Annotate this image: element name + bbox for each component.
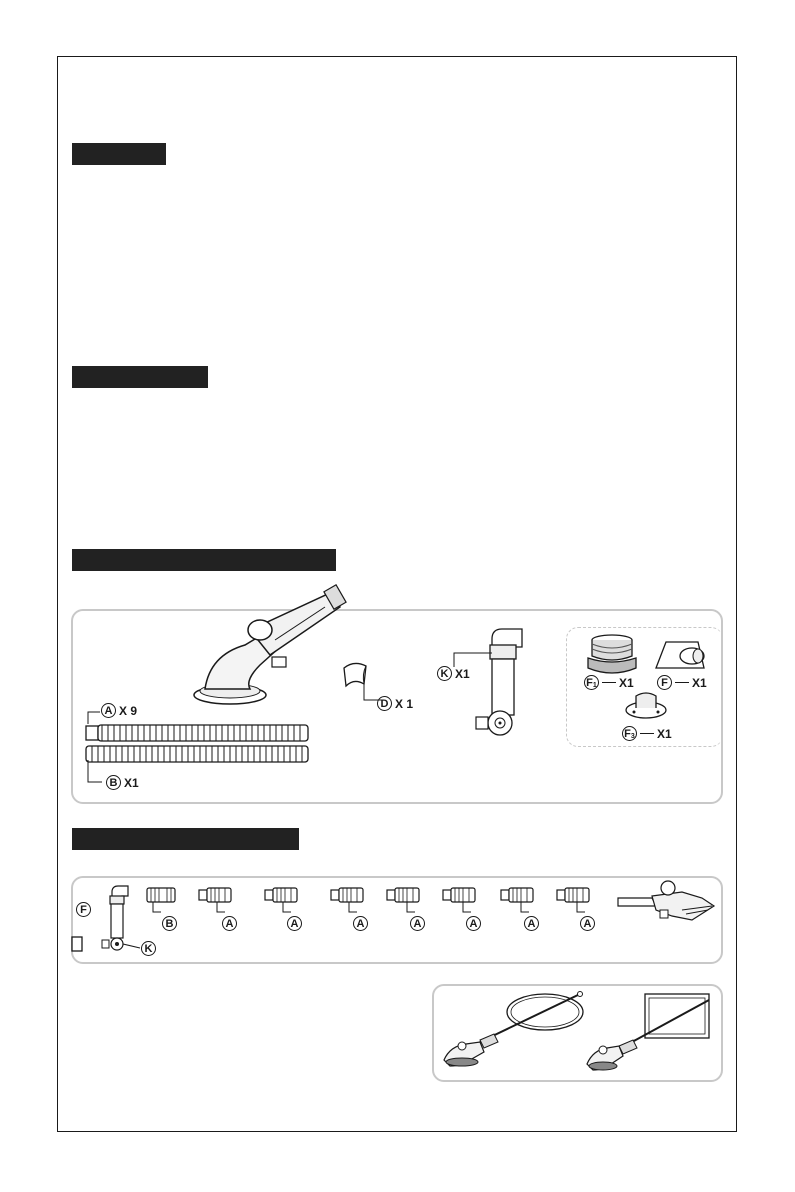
assembly-label-a-7: A	[580, 916, 595, 931]
assembly-cleaner-illustration	[612, 876, 722, 926]
hose-b-illustration	[86, 744, 312, 764]
section-header-1	[72, 143, 166, 165]
section-header-4	[72, 828, 299, 850]
hose-a-illustration	[86, 723, 312, 743]
adapter-f-illustration	[652, 638, 712, 678]
page-frame	[57, 56, 737, 1132]
callout-lines-ab	[84, 710, 114, 785]
rectangular-pool-usage-illustration	[585, 990, 720, 1075]
assembly-pipe-f-illustration	[70, 915, 90, 955]
assembly-label-a-4: A	[410, 916, 425, 931]
assembly-label-k: K	[141, 941, 156, 956]
assembly-label-f: F	[76, 902, 91, 917]
label-part-d: D X 1	[377, 696, 413, 711]
adapter-f3-illustration	[622, 688, 672, 722]
pipe-k-illustration	[430, 625, 540, 740]
assembly-hose-segments	[145, 882, 615, 912]
assembly-label-a-6: A	[524, 916, 539, 931]
assembly-label-b: B	[162, 916, 177, 931]
section-header-2	[72, 366, 208, 388]
round-pool-usage-illustration	[440, 990, 590, 1075]
label-part-f: F X1	[657, 675, 707, 690]
assembly-label-a-5: A	[466, 916, 481, 931]
label-part-f3: F $_3$ X1	[622, 726, 672, 741]
section-header-3	[72, 549, 336, 571]
label-part-f1: F $_1$ X1	[584, 675, 634, 690]
assembly-label-a-2: A	[287, 916, 302, 931]
assembly-label-a-3: A	[353, 916, 368, 931]
label-part-k: K X1	[437, 666, 470, 681]
label-part-b: B X1	[106, 775, 139, 790]
assembly-label-a-1: A	[222, 916, 237, 931]
pool-cleaner-head-illustration	[190, 585, 350, 710]
label-part-a: A X 9	[101, 703, 137, 718]
